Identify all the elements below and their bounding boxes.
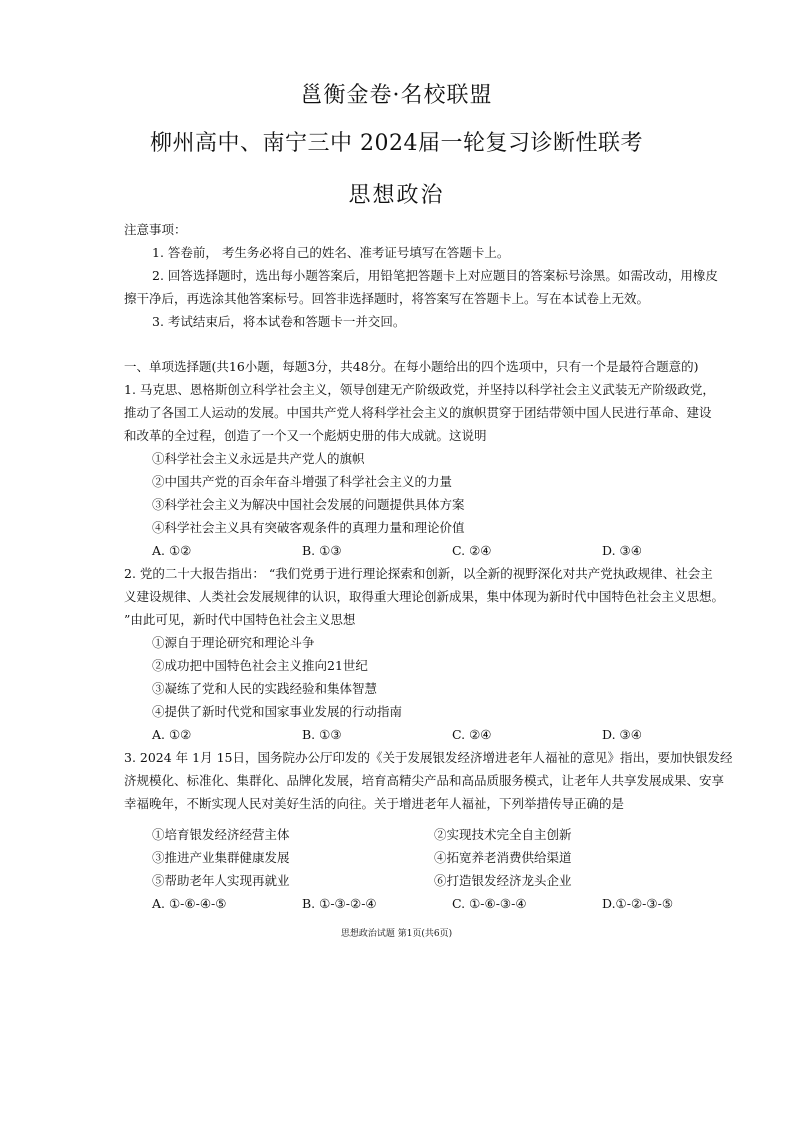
exam-title: 柳州高中、南宁三中 2024届一轮复习诊断性联考 bbox=[150, 131, 643, 156]
question-2-options bbox=[124, 723, 744, 746]
question-1-item: ②中国共产党的百余年奋斗增强了科学社会主义的力量 bbox=[152, 474, 453, 489]
question-3-items-row bbox=[124, 869, 744, 892]
option-c: C. ②④ bbox=[452, 543, 492, 558]
question-2-item: ③凝练了党和人民的实践经验和集体智慧 bbox=[152, 681, 378, 696]
question-1-item: ④科学社会主义具有突破客观条件的真理力量和理论价值 bbox=[152, 520, 465, 535]
question-2-stem: 2. 党的二十大报告指出： “我们党勇于进行理论探索和创新，以全新的视野深化对共产党执政规律、社会主 bbox=[124, 566, 713, 581]
question-1-stem: 和改革的全过程，创造了一个又一个彪炳史册的伟大成就。这说明 bbox=[124, 428, 487, 443]
question-3-item: ③推进产业集群健康发展 bbox=[152, 850, 290, 865]
note-item: 3. 考试结束后，将本试卷和答题卡一并交回。 bbox=[152, 314, 406, 329]
question-3-stem: 济规模化、标准化、集群化、品牌化发展，培育高精尖产品和高品质服务模式，让老年人共享发展成果、安享 bbox=[124, 773, 725, 788]
question-2-stem: ”由此可见，新时代中国特色社会主义思想 bbox=[124, 612, 356, 627]
question-3-item: ①培育银发经济经营主体 bbox=[152, 827, 290, 842]
brand-title: 邕衡金卷·名校联盟 bbox=[300, 83, 493, 108]
question-3-item: ⑥打造银发经济龙头企业 bbox=[434, 873, 572, 888]
question-2-item: ④提供了新时代党和国家事业发展的行动指南 bbox=[152, 704, 403, 719]
question-3-items-row bbox=[124, 823, 744, 846]
option-b: B. ①-③-②-④ bbox=[302, 896, 377, 911]
section-heading: 一、单项选择题(共16小题，每题3分，共48分。在每小题给出的四个选项中，只有一个是最符合题意的) bbox=[124, 359, 699, 374]
subject-title: 思想政治 bbox=[348, 183, 445, 208]
question-1-item: ③科学社会主义为解决中国社会发展的问题提供具体方案 bbox=[152, 497, 465, 512]
question-3-item: ④拓宽养老消费供给渠道 bbox=[434, 850, 572, 865]
question-3-item: ⑤帮助老年人实现再就业 bbox=[152, 873, 290, 888]
question-3-items-row bbox=[124, 846, 744, 869]
question-1-stem: 1. 马克思、恩格斯创立科学社会主义，领导创建无产阶级政党，并坚持以科学社会主义武装无产阶级政党， bbox=[124, 382, 715, 397]
question-3-stem: 3. 2024 年 1月 15日，国务院办公厅印发的《关于发展银发经济增进老年人福祉的意见》指出，要加快银发经 bbox=[124, 750, 733, 765]
question-2-stem: 义建设规律、人类社会发展规律的认识，取得重大理论创新成果，集中体现为新时代中国特色社会主义思想。 bbox=[124, 589, 725, 604]
note-item: 2. 回答选择题时，选出每小题答案后，用铅笔把答题卡上对应题目的答案标号涂黑。如需改动，用橡皮 bbox=[152, 268, 718, 283]
option-b: B. ①③ bbox=[302, 727, 342, 742]
option-d: D.①-②-③-⑤ bbox=[602, 896, 674, 911]
question-1-stem: 推动了各国工人运动的发展。中国共产党人将科学社会主义的旗帜贯穿于团结带领中国人民进行革命、建设 bbox=[124, 405, 712, 420]
option-d: D. ③④ bbox=[602, 727, 642, 742]
notes-heading: 注意事项： bbox=[124, 222, 187, 237]
question-1-options bbox=[124, 539, 744, 562]
question-1-item: ①科学社会主义永远是共产党人的旗帜 bbox=[152, 451, 365, 466]
option-a: A. ①② bbox=[152, 543, 192, 558]
exam-body bbox=[124, 218, 744, 915]
question-3-item: ②实现技术完全自主创新 bbox=[434, 827, 572, 842]
note-item: 擦干净后，再选涂其他答案标号。回答非选择题时，将答案写在答题卡上。写在本试卷上无效。 bbox=[124, 291, 650, 306]
question-3-options bbox=[124, 892, 744, 915]
question-3-stem: 幸福晚年，不断实现人民对美好生活的向往。关于增进老年人福祉，下列举措传导正确的是 bbox=[124, 796, 625, 811]
question-2-item: ①源自于理论研究和理论斗争 bbox=[152, 635, 315, 650]
option-d: D. ③④ bbox=[602, 543, 642, 558]
option-c: C. ①-⑥-③-④ bbox=[452, 896, 527, 911]
question-2-item: ②成功把中国特色社会主义推向21世纪 bbox=[152, 658, 368, 673]
page-footer: 思想政治试题 第1页(共6页) bbox=[340, 929, 453, 939]
note-item: 1. 答卷前， 考生务必将自己的姓名、准考证号填写在答题卡上。 bbox=[152, 245, 510, 260]
option-a: A. ①-⑥-④-⑤ bbox=[152, 896, 227, 911]
option-b: B. ①③ bbox=[302, 543, 342, 558]
option-c: C. ②④ bbox=[452, 727, 492, 742]
option-a: A. ①② bbox=[152, 727, 192, 742]
